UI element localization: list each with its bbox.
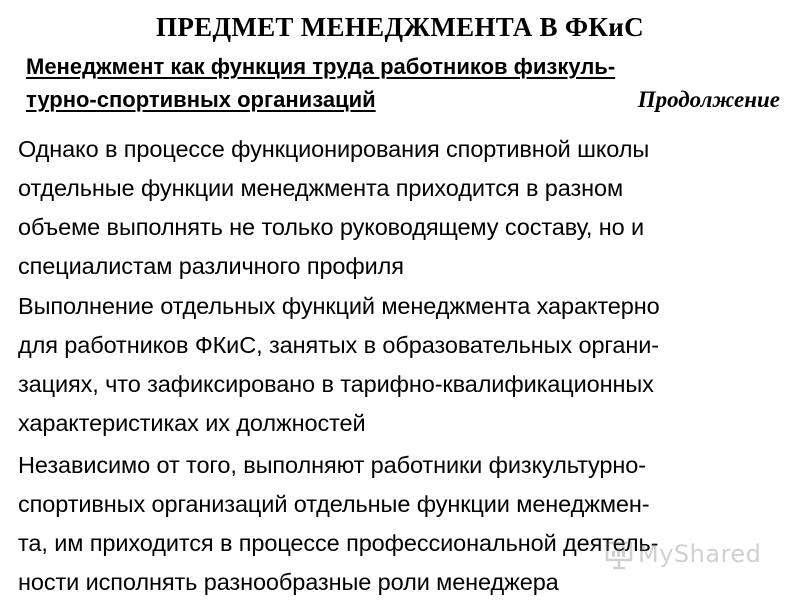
paragraph-line: ности исполнять разнообразные роли менеджера	[18, 569, 559, 595]
continuation-label: Продолжение	[637, 87, 780, 112]
paragraph-line: характеристиках их должностей	[18, 410, 366, 436]
paragraph-line: Независимо от того, выполняют работники физкультурно-	[18, 452, 646, 478]
slide-title: ПРЕДМЕТ МЕНЕДЖМЕНТА В ФКиС	[156, 12, 644, 42]
paragraph-line: объеме выполнять не только руководящему составу, но и	[18, 214, 645, 240]
paragraph-line: специалистам различного профиля	[18, 253, 404, 279]
subtitle-line-2: турно-спортивных организаций	[26, 87, 376, 112]
paragraph-1	[18, 130, 793, 286]
paragraph-line: спортивных организаций отдельные функции менеджмен-	[18, 491, 650, 517]
paragraph-line: та, им приходится в процессе профессиональной деятель-	[18, 530, 659, 556]
watermark-text: MyShared	[638, 540, 762, 568]
paragraph-line: Однако в процессе функционирования спортивной школы	[18, 136, 650, 162]
paragraph-line: зациях, что зафиксировано в тарифно-квалификационных	[18, 371, 654, 397]
slide-subtitle	[26, 50, 786, 116]
paragraph-line: отдельные функции менеджмента приходится в разном	[18, 175, 624, 201]
paragraph-2	[18, 287, 793, 443]
paragraph-3	[18, 446, 793, 602]
subtitle-line-1: Менеджмент как функция труда работников физкуль-	[26, 54, 616, 79]
paragraph-line: Выполнение отдельных функций менеджмента характерно	[18, 293, 660, 319]
paragraph-line: для работников ФКиС, занятых в образовательных органи-	[18, 332, 659, 358]
